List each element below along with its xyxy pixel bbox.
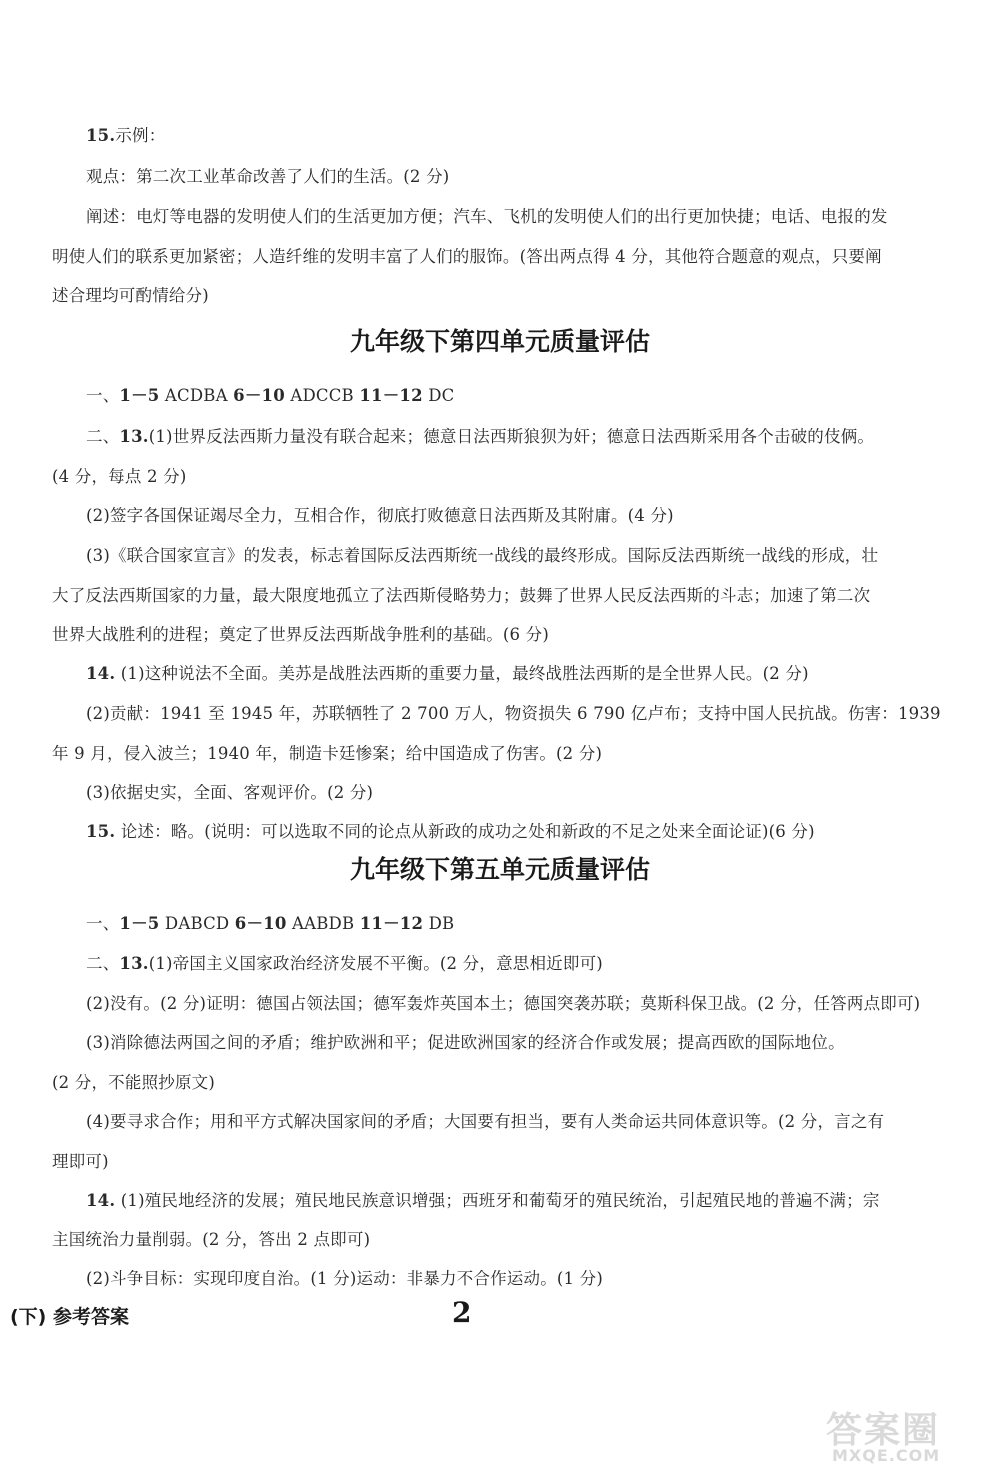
unit4-q14-2a: (2)贡献：1941 至 1945 年，苏联牺牲了 2 700 万人，物资损失 6 790 亿卢布；支持中国人民抗战。伤害：1939 <box>86 704 941 723</box>
unit4-q13-3a: (3)《联合国家宣言》的发表，标志着国际反法西斯统一战线的最终形成。国际反法西斯统一战线的形成，壮 <box>86 546 879 565</box>
footer-label: (下) 参考答案 <box>10 1306 129 1328</box>
unit4-q15: 15. 论述：略。(说明：可以选取不同的论点从新政的成功之处和新政的不足之处来全面论证)(6 分) <box>86 822 815 841</box>
unit4-q13-3b: 大了反法西斯国家的力量，最大限度地孤立了法西斯侵略势力；鼓舞了世界人民反法西斯的斗志；加速了第二次 <box>52 586 871 605</box>
unit5-q13-4a: (4)要寻求合作；用和平方式解决国家间的矛盾；大国要有担当，要有人类命运共同体意识等。(2 分，言之有 <box>86 1112 885 1131</box>
unit5-q13-2: (2)没有。(2 分)证明：德国占领法国；德军轰炸英国本土；德国突袭苏联；莫斯科保卫战。(2 分，任答两点即可) <box>86 994 921 1013</box>
unit4-q14-1: 14. (1)这种说法不全面。美苏是战胜法西斯的重要力量，最终战胜法西斯的是全世界人民。(2 分) <box>86 664 809 683</box>
watermark-logo-text: 答案圈 <box>826 1410 941 1451</box>
viewpoint-line: 观点：第二次工业革命改善了人们的生活。(2 分) <box>86 167 450 186</box>
q15-label: 示例： <box>115 126 166 145</box>
unit4-q13-1-score: (4 分，每点 2 分) <box>52 467 187 486</box>
unit4-q13-3c: 世界大战胜利的进程；奠定了世界反法西斯战争胜利的基础。(6 分) <box>52 625 550 644</box>
unit5-q14-1b: 主国统治力量削弱。(2 分，答出 2 点即可) <box>52 1230 371 1249</box>
elaborate-line-3: 述合理均可酌情给分) <box>52 286 209 305</box>
unit5-mc-answers: 一、1－5 DABCD 6－10 AABDB 11－12 DB <box>86 914 455 933</box>
unit5-q13-3a: (3)消除德法两国之间的矛盾；维护欧洲和平；促进欧洲国家的经济合作或发展；提高西欧的国际地位。 <box>86 1033 845 1052</box>
q15-number: 15. <box>86 126 116 145</box>
page-number: 2 <box>452 1296 472 1329</box>
unit5-q13-1: 二、13.(1)帝国主义国家政治经济发展不平衡。(2 分，意思相近即可) <box>86 954 603 973</box>
unit4-mc-answers: 一、1－5 ACDBA 6－10 ADCCB 11－12 DC <box>86 386 455 405</box>
elaborate-line-2: 明使人们的联系更加紧密；人造纤维的发明丰富了人们的服饰。(答出两点得 4 分，其他符合题意的观点，只要阐 <box>52 247 882 266</box>
unit5-title: 九年级下第五单元质量评估 <box>349 855 650 884</box>
unit4-q13-2: (2)签字各国保证竭尽全力，互相合作，彻底打败德意日法西斯及其附庸。(4 分) <box>86 506 674 525</box>
unit4-q13-1: 二、13.(1)世界反法西斯力量没有联合起来；德意日法西斯狼狈为奸；德意日法西斯采用各个击破的伎俩。 <box>86 427 875 446</box>
unit4-q14-2b: 年 9 月，侵入波兰；1940 年，制造卡廷惨案；给中国造成了伤害。(2 分) <box>52 744 603 763</box>
watermark-logo <box>826 1402 986 1466</box>
unit5-q14-2: (2)斗争目标：实现印度自治。(1 分)运动：非暴力不合作运动。(1 分) <box>86 1269 604 1288</box>
watermark-url: MXQE.COM <box>832 1446 941 1465</box>
q15-heading <box>86 122 165 146</box>
unit5-q13-3b: (2 分，不能照抄原文) <box>52 1073 216 1092</box>
elaborate-line-1: 阐述：电灯等电器的发明使人们的生活更加方便；汽车、飞机的发明使人们的出行更加快捷；电话、电报的发 <box>86 207 888 226</box>
unit5-q14-1a: 14. (1)殖民地经济的发展；殖民地民族意识增强；西班牙和葡萄牙的殖民统治，引起殖民地的普遍不满；宗 <box>86 1191 880 1210</box>
unit4-title: 九年级下第四单元质量评估 <box>349 327 650 356</box>
unit4-q14-3: (3)依据史实，全面、客观评价。(2 分) <box>86 783 374 802</box>
unit5-q13-4b: 理即可) <box>52 1152 109 1171</box>
